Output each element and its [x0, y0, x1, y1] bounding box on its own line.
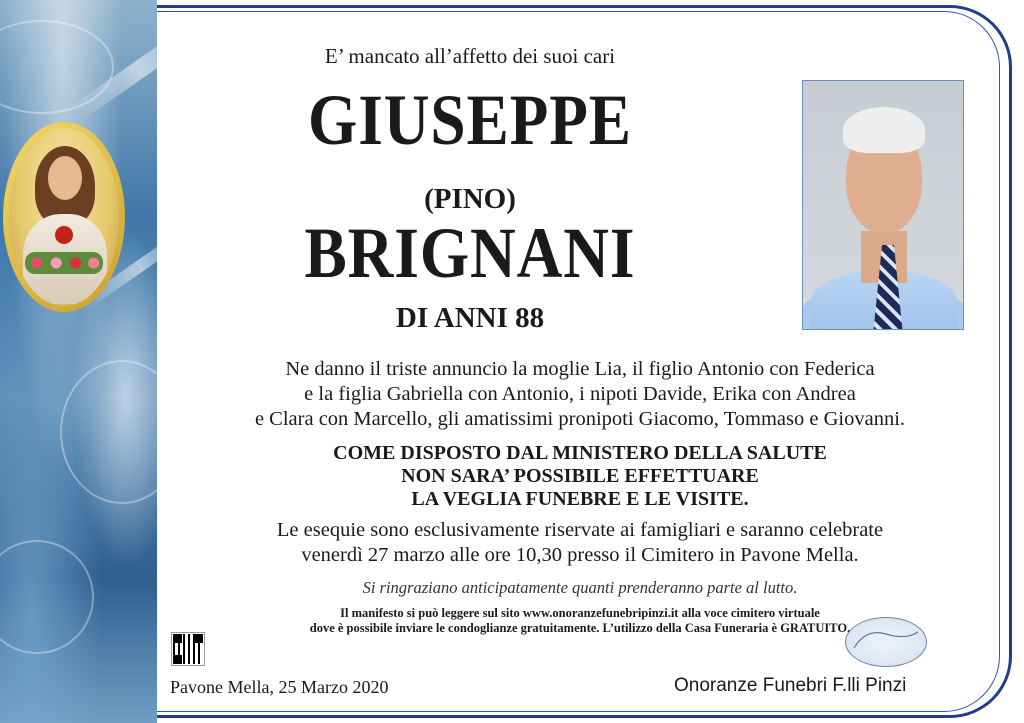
- notice-line: COME DISPOSTO DAL MINISTERO DELLA SALUTE: [333, 442, 827, 464]
- place-and-date: Pavone Mella, 25 Marzo 2020: [170, 677, 389, 697]
- announcement-line: e la figlia Gabriella con Antonio, i nipoti Davide, Erika con Andrea: [304, 383, 856, 405]
- announcement-line: e Clara con Marcello, gli amatissimi pronipoti Giacomo, Tommaso e Giovanni.: [254, 408, 906, 430]
- funeral-home-name: Onoranze Funebri F.lli Pinzi: [674, 675, 907, 696]
- funeral-line: Le esequie sono esclusivamente riservate ai famigliari e saranno celebrate: [276, 519, 884, 541]
- deceased-nickname: (PINO): [424, 183, 516, 215]
- thanks-text: Si ringraziano anticipatamente quanti prenderanno parte al lutto.: [362, 578, 798, 597]
- decorative-side-panel: [0, 0, 157, 723]
- ministry-notice: [180, 442, 980, 511]
- website-note-line: Il manifesto si può leggere sul sito www.onoranzefunebripinzi.it alla voce cimitero virtuale: [340, 606, 820, 620]
- deceased-first-name: GIUSEPPE: [308, 80, 632, 160]
- qr-code-icon[interactable]: [172, 633, 204, 665]
- logo-graphic: [846, 618, 926, 666]
- announcement-line: Ne danno il triste annuncio la moglie Lia, il figlio Antonio con Federica: [285, 358, 875, 380]
- notice-line: NON SARA’ POSSIBILE EFFETTUARE: [401, 465, 759, 487]
- funeral-details: [180, 518, 980, 568]
- notice-line: LA VEGLIA FUNEBRE E LE VISITE.: [411, 488, 749, 510]
- swirl-decoration: [60, 360, 157, 504]
- deceased-portrait-photo: [802, 80, 964, 330]
- announcement-paragraph: [180, 357, 980, 432]
- swirl-decoration: [0, 540, 94, 654]
- website-note-line: dove è possibile inviare le condoglianze gratuitamente. L’utilizzo della Casa Funeraria è GRATUITO.: [309, 621, 851, 635]
- deceased-age: DI ANNI 88: [395, 302, 545, 334]
- funeral-home-logo: [845, 617, 927, 667]
- deceased-last-name: BRIGNANI: [304, 213, 636, 293]
- intro-text: E’ mancato all’affetto dei suoi cari: [324, 44, 616, 68]
- funeral-line: venerdì 27 marzo alle ore 10,30 presso il Cimitero in Pavone Mella.: [301, 544, 859, 566]
- sacred-heart-image: [3, 122, 125, 312]
